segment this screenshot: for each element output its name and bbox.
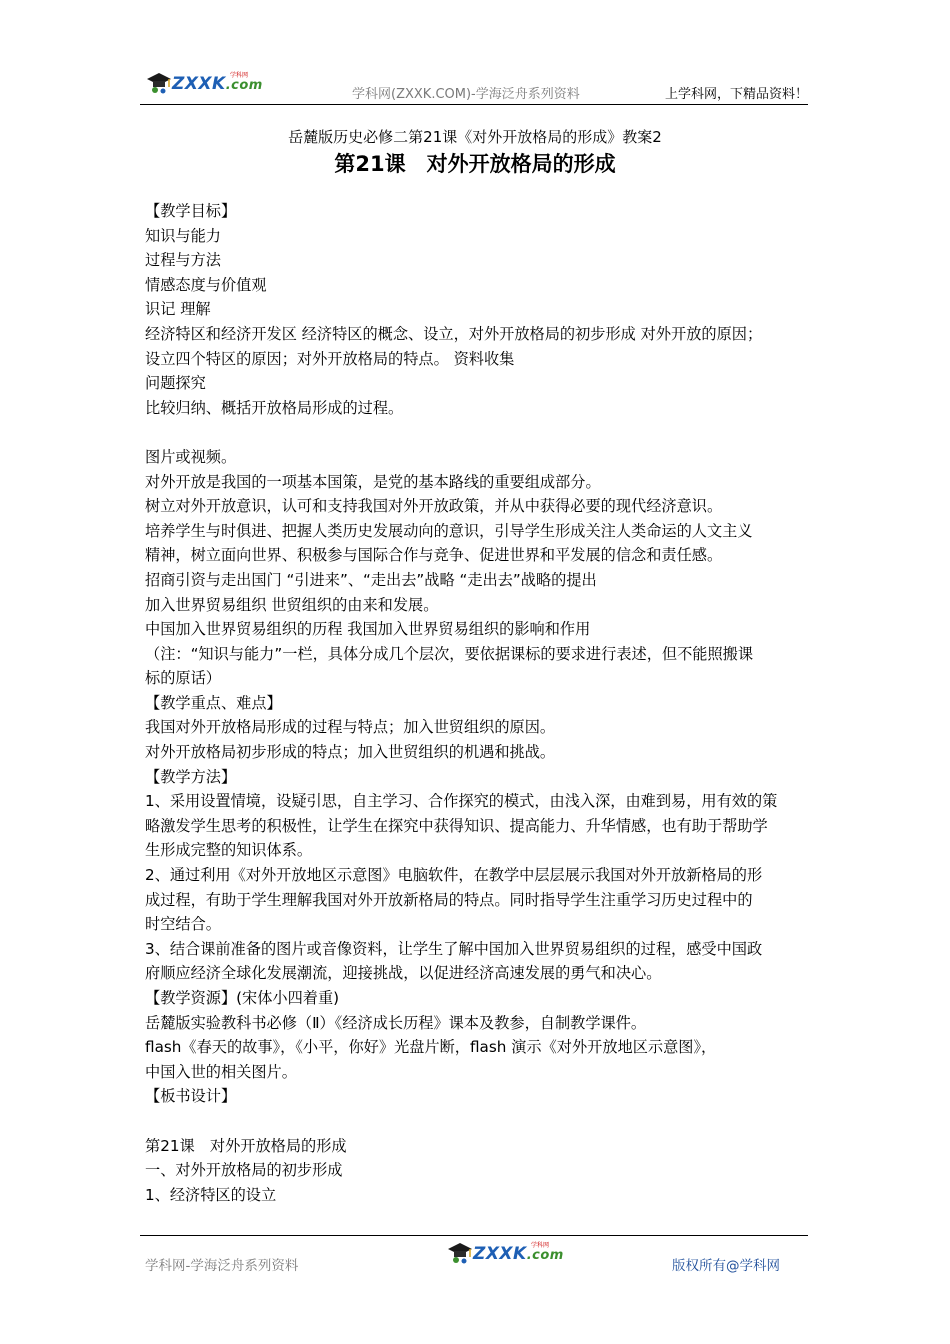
doc-body xyxy=(145,199,809,1207)
body-line: 问题探究 xyxy=(145,374,206,393)
body-line: 比较归纳、概括开放格局形成的过程。 xyxy=(145,398,404,417)
body-line: 经济特区和经济开发区 经济特区的概念、设立，对外开放格局的初步形成 对外开放的原因； xyxy=(145,324,763,343)
graduation-cap-icon xyxy=(447,1240,473,1266)
body-line: 图片或视频。 xyxy=(145,447,237,466)
body-line: 岳麓版实验教科书必修（Ⅱ）《经济成长历程》课本及教参，自制教学课件。 xyxy=(145,1013,647,1032)
body-line: 1、采用设置情境，设疑引思，自主学习、合作探究的模式，由浅入深，由难到易，用有效的策 xyxy=(145,792,778,811)
body-line: 一、对外开放格局的初步形成 xyxy=(145,1161,343,1180)
logo-tag: 学科网 xyxy=(531,1242,550,1249)
body-line: 时空结合。 xyxy=(145,915,221,934)
header-site-name: 学科网(ZXXK.COM)-学海泛舟系列资料 xyxy=(352,87,580,102)
body-line: 情感态度与价值观 xyxy=(145,275,267,294)
logo-tag: 学科网 xyxy=(230,72,249,79)
body-line: 识记 理解 xyxy=(145,300,211,319)
zxxk-logo xyxy=(144,68,263,98)
blank-line xyxy=(145,420,809,445)
page-footer xyxy=(140,1235,808,1272)
body-line: （注：“知识与能力”一栏，具体分成几个层次，要依据课标的要求进行表述，但不能照搬课 xyxy=(145,644,754,663)
body-line: 树立对外开放意识，认可和支持我国对外开放政策，并从中获得必要的现代经济意识。 xyxy=(145,497,723,516)
page-header xyxy=(140,64,808,105)
body-line: 中国入世的相关图片。 xyxy=(145,1062,297,1081)
body-line: 【教学重点、难点】 xyxy=(145,693,282,712)
body-line: 知识与能力 xyxy=(145,226,221,245)
graduation-cap-icon xyxy=(146,70,172,96)
body-line: 1、经济特区的设立 xyxy=(145,1185,277,1204)
header-slogan: 上学科网，下精品资料！ xyxy=(664,87,808,102)
body-line: 生形成完整的知识体系。 xyxy=(145,841,313,860)
body-line: 【教学目标】 xyxy=(145,202,237,220)
body-line: 加入世界贸易组织 世贸组织的由来和发展。 xyxy=(145,595,439,614)
body-line: 对外开放格局初步形成的特点；加入世贸组织的机遇和挑战。 xyxy=(145,743,556,762)
logo-text: ZXXK.com xyxy=(473,1244,564,1264)
body-line: 【板书设计】 xyxy=(145,1087,237,1106)
doc-title: 第21课 对外开放格局的形成 xyxy=(334,152,616,176)
footer-site-name: 学科网-学海泛舟系列资料 xyxy=(145,1258,299,1274)
logo-text: ZXXK.com xyxy=(172,74,263,94)
body-line: 中国加入世界贸易组织的历程 我国加入世界贸易组织的影响和作用 xyxy=(145,620,591,639)
footer-zxxk-logo xyxy=(445,1238,564,1268)
body-line: 招商引资与走出国门 “引进来”、“走出去”战略 “走出去”战略的提出 xyxy=(145,570,597,589)
body-line: 过程与方法 xyxy=(145,251,221,270)
body-line: 精神，树立面向世界、积极参与国际合作与竞争、促进世界和平发展的信念和责任感。 xyxy=(145,546,723,565)
body-line: 培养学生与时俱进、把握人类历史发展动向的意识，引导学生形成关注人类命运的人文主义 xyxy=(145,521,753,540)
body-line: 略激发学生思考的积极性，让学生在探究中获得知识、提高能力、升华情感，也有助于帮助学 xyxy=(145,816,768,835)
body-line: 府顺应经济全球化发展潮流，迎接挑战，以促进经济高速发展的勇气和决心。 xyxy=(145,964,662,983)
footer-copyright-link[interactable]: 版权所有@学科网 xyxy=(672,1258,780,1274)
body-line: 成过程，有助于学生理解我国对外开放新格局的特点。同时指导学生注重学习历史过程中的 xyxy=(145,890,753,909)
blank-line xyxy=(145,1109,809,1134)
body-line: 3、结合课前准备的图片或音像资料，让学生了解中国加入世界贸易组织的过程，感受中国政 xyxy=(145,939,763,958)
body-line: flash《春天的故事》，《小平，你好》光盘片断，flash 演示《对外开放地区示意图》， xyxy=(145,1038,717,1057)
body-line: 设立四个特区的原因；对外开放格局的特点。 资料收集 xyxy=(145,349,515,368)
body-line: 【教学资源】(宋体小四着重) xyxy=(145,989,340,1007)
body-line: 2、通过利用《对外开放地区示意图》电脑软件，在教学中层层展示我国对外开放新格局的形 xyxy=(145,866,763,885)
body-line: 第21课 对外开放格局的形成 xyxy=(145,1136,347,1155)
body-line: 标的原话） xyxy=(145,669,221,688)
body-line: 我国对外开放格局形成的过程与特点；加入世贸组织的原因。 xyxy=(145,718,556,737)
body-line: 对外开放是我国的一项基本国策，是党的基本路线的重要组成部分。 xyxy=(145,472,601,491)
doc-subtitle: 岳麓版历史必修二第21课《对外开放格局的形成》教案2 xyxy=(288,128,662,146)
body-line: 【教学方法】 xyxy=(145,767,237,786)
